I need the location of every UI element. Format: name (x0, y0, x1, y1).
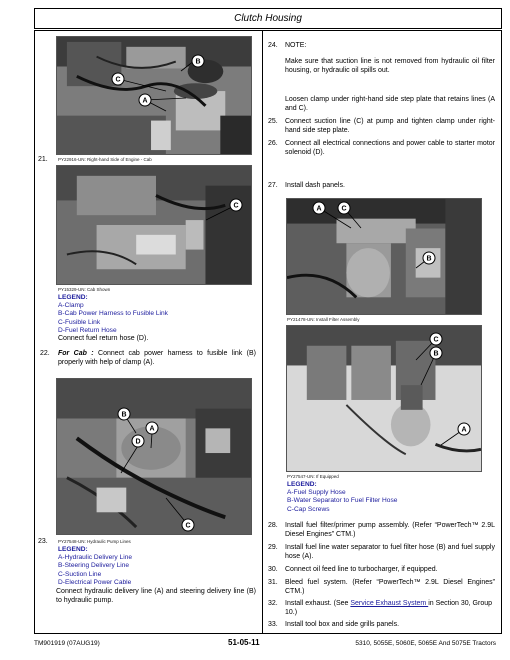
step-30-text: Connect oil feed line to turbocharger, if equipped. (285, 566, 438, 573)
legend-item: A-Hydraulic Delivery Line (58, 554, 133, 562)
legend-item: B-Steering Delivery Line (58, 562, 130, 570)
legend-item: B-Water Separator to Fuel Filter Hose (287, 497, 398, 505)
step-31-number: 31. (268, 579, 278, 586)
legend-item: D-Electrical Power Cable (58, 578, 132, 586)
photo-caption: PY27547-UN: If Equipped (287, 474, 339, 479)
step-27-text: Install dash panels. (285, 182, 345, 189)
filter-assembly-callouts (286, 198, 482, 315)
section-title: Clutch Housing (234, 13, 302, 24)
legend-step-21 (58, 294, 168, 335)
legend-step-27 (287, 481, 397, 514)
callout-d: D (135, 438, 141, 446)
footer-page-number: 51-05-11 (228, 638, 260, 647)
step-33-text: Install tool box and side grills panels. (285, 621, 400, 628)
photo-caption: PY22916-UN: Right-hand Side of Engine - Cab (58, 157, 152, 162)
legend-title: LEGEND: (58, 294, 88, 301)
legend-item: A-Fuel Supply Hose (287, 489, 346, 497)
step-26-number: 26. (268, 140, 278, 147)
callout-a: A (149, 425, 155, 433)
legend-item: A-Clamp (58, 302, 84, 310)
callout-c: C (433, 336, 439, 344)
callout-c: C (185, 522, 191, 530)
step-23-text: Connect hydraulic delivery line (A) and steering delivery line (B) to hydraulic pump. (56, 588, 256, 604)
callout-b: B (195, 58, 201, 66)
step-33-number: 33. (268, 621, 278, 628)
step-31-text: Bleed fuel system. (Refer “PowerTech™ 2.9L Diesel Engines” CTM.) (285, 579, 495, 595)
photo-caption: PY15329-UN: Cab Shown (58, 287, 111, 292)
step-24-text: Loosen clamp under right-hand side step plate that retains lines (A and C). (285, 96, 495, 112)
photo-caption: PY27548-UN: Hydraulic Pump Lines (58, 539, 131, 544)
callout-c: C (115, 76, 121, 84)
legend-item: D-Fuel Return Hose (58, 326, 117, 334)
legend-title: LEGEND: (58, 546, 88, 553)
legend-step-23 (58, 546, 132, 587)
step-22-text (58, 350, 256, 368)
step-24-number: 24. (268, 42, 278, 49)
step-22-lead: For Cab : (58, 350, 94, 357)
engine-cab-callouts (56, 36, 252, 155)
service-exhaust-system-link[interactable]: Service Exhaust System (350, 600, 429, 607)
legend-title: LEGEND: (287, 481, 317, 488)
step-26-text: Connect all electrical connections and power cable to starter motor solenoid (D). (285, 140, 495, 156)
hydraulic-pump-callouts (56, 378, 252, 535)
fusible-link-callouts (56, 165, 252, 285)
callout-b: B (426, 255, 432, 263)
column-divider (262, 30, 263, 634)
callout-c: C (233, 202, 239, 210)
water-separator-callouts (286, 325, 482, 472)
callout-c: C (341, 205, 347, 213)
step-32-number: 32. (268, 600, 278, 607)
footer-models: 5310, 5055E, 5060E, 5065E And 5075E Tractors (355, 640, 496, 647)
legend-item: C-Fusible Link (58, 318, 101, 326)
callout-a: A (461, 426, 467, 434)
step-32-text-after: in Section 30, Group 10.) (285, 600, 493, 616)
note-label: NOTE: (285, 42, 307, 49)
step-27-number: 27. (268, 182, 278, 189)
step-32-text (285, 600, 495, 618)
step-23-number: 23. (38, 538, 48, 545)
step-28-number: 28. (268, 522, 278, 529)
step-22-body: Connect cab power harness to fusible link (B) properly with help of clamp (A). (58, 350, 256, 366)
callout-a: A (316, 205, 322, 213)
step-21-number: 21. (38, 156, 48, 163)
step-21-text: Connect fuel return hose (D). (58, 335, 149, 342)
legend-item: B-Cab Power Harness to Fusible Link (58, 310, 168, 318)
step-29-text: Install fuel line water separator to fuel filter hose (B) and fuel supply hose (A). (285, 544, 495, 560)
step-25-text: Connect suction line (C) at pump and tighten clamp under right-hand side step plate. (285, 118, 495, 134)
callout-a: A (142, 97, 148, 105)
callout-b: B (433, 350, 439, 358)
step-30-number: 30. (268, 566, 278, 573)
legend-item: C-Suction Line (58, 570, 102, 578)
page-header (34, 8, 502, 29)
legend-item: C-Cap Screws (287, 505, 330, 513)
note-text: Make sure that suction line is not removed from hydraulic oil filter housing, or hydraulic oil spills out. (285, 58, 495, 74)
footer-doc-id: TM901919 (07AUG19) (34, 640, 100, 647)
step-32-text-before: Install exhaust. (See (285, 600, 351, 607)
step-29-number: 29. (268, 544, 278, 551)
step-22-number: 22. (40, 350, 50, 357)
step-28-text: Install fuel filter/primer pump assembly. (Refer “PowerTech™ 2.9L Diesel Engines” CTM.) (285, 522, 495, 538)
photo-caption: PY21478-UN: Install Filter Assembly (287, 317, 360, 322)
callout-b: B (121, 411, 127, 419)
step-25-number: 25. (268, 118, 278, 125)
